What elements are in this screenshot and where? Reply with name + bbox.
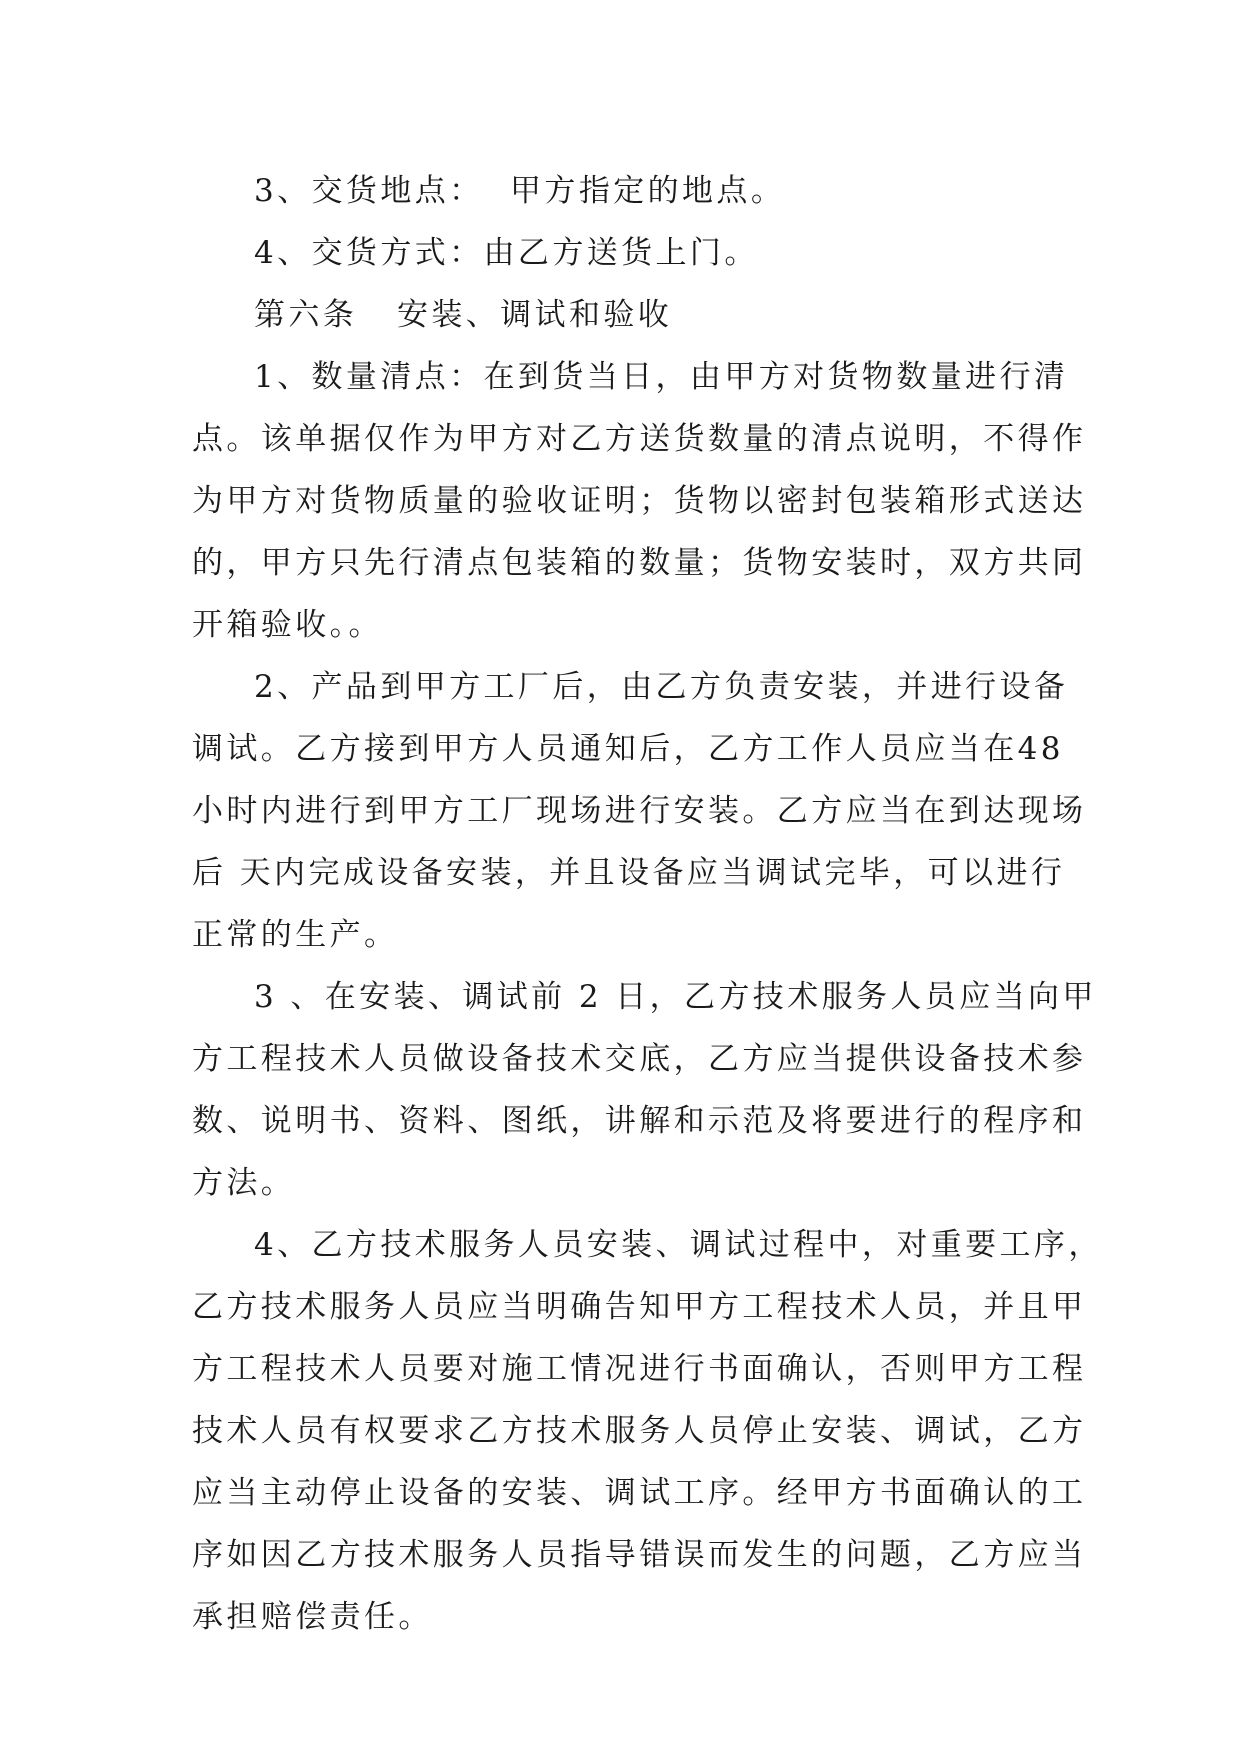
text-line: 开箱验收。。 — [192, 607, 383, 643]
text-line: 后 天内完成设备安装，并且设备应当调试完毕，可以进行 — [192, 855, 1066, 891]
text-line: 的，甲方只先行清点包装箱的数量；货物安装时，双方共同 — [192, 545, 1087, 581]
text-line: 1、数量清点：在到货当日，由甲方对货物数量进行清 — [254, 359, 1069, 395]
text-line: 2、产品到甲方工厂后，由乙方负责安装，并进行设备 — [254, 669, 1069, 705]
text-line: 技术人员有权要求乙方技术服务人员停止安装、调试，乙方 — [192, 1413, 1087, 1449]
text-line: 应当主动停止设备的安装、调试工序。经甲方书面确认的工 — [192, 1475, 1087, 1511]
text-line: 正常的生产。 — [192, 917, 399, 953]
text-line: 方工程技术人员做设备技术交底，乙方应当提供设备技术参 — [192, 1041, 1087, 1077]
text-line: 小时内进行到甲方工厂现场进行安装。乙方应当在到达现场 — [192, 793, 1087, 829]
text-line: 承担赔偿责任。 — [192, 1599, 433, 1635]
text-line: 调试。乙方接到甲方人员通知后，乙方工作人员应当在48 — [192, 731, 1064, 767]
text-line: 3 、在安装、调试前 2 日，乙方技术服务人员应当向甲 — [254, 979, 1097, 1015]
text-line: 数、说明书、资料、图纸，讲解和示范及将要进行的程序和 — [192, 1103, 1087, 1139]
text-line: 3、交货地点： 甲方指定的地点。 — [254, 173, 786, 209]
text-line: 乙方技术服务人员应当明确告知甲方工程技术人员，并且甲 — [192, 1289, 1087, 1325]
text-line: 为甲方对货物质量的验收证明；货物以密封包装箱形式送达 — [192, 483, 1087, 519]
document-body — [192, 160, 1103, 1648]
text-line: 点。该单据仅作为甲方对乙方送货数量的清点说明，不得作 — [192, 421, 1087, 457]
text-line: 4、交货方式：由乙方送货上门。 — [254, 235, 759, 271]
text-line: 方法。 — [192, 1165, 296, 1201]
section-heading: 第六条 安装、调试和验收 — [254, 297, 673, 333]
text-line: 序如因乙方技术服务人员指导错误而发生的问题，乙方应当 — [192, 1537, 1087, 1573]
text-line: 方工程技术人员要对施工情况进行书面确认，否则甲方工程 — [192, 1351, 1087, 1387]
text-line: 4、乙方技术服务人员安装、调试过程中，对重要工序， — [254, 1227, 1103, 1263]
